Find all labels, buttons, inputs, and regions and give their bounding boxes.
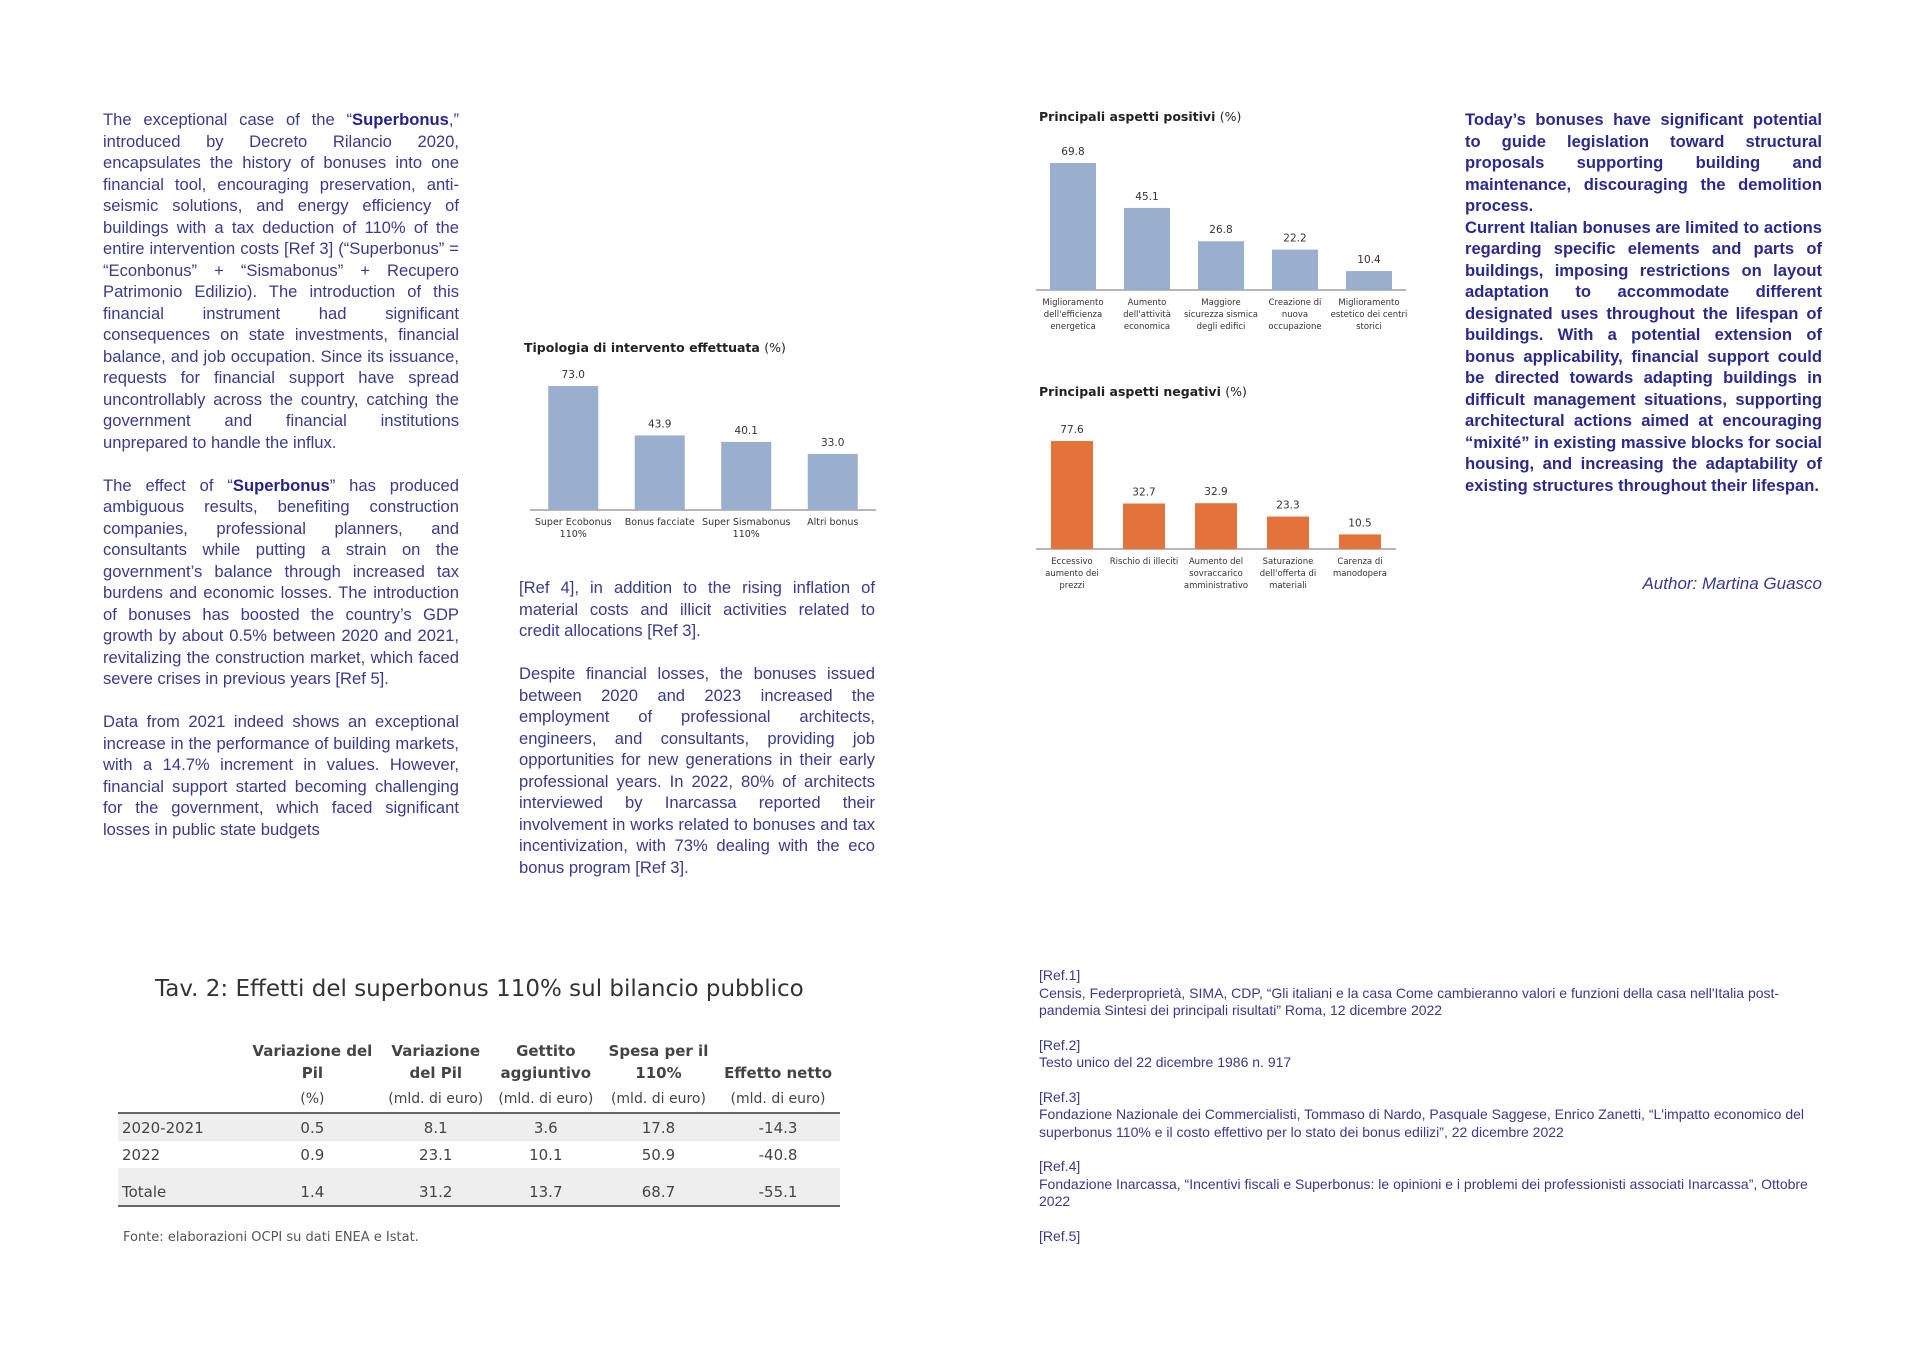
- paragraph: Today’s bonuses have significant potential to guide legislation toward structural proposals supporting building and maintenance, discouraging the demolition process.: [1465, 110, 1822, 215]
- unit-cell: (mld. di euro): [381, 1086, 491, 1113]
- reference-text: Fondazione Inarcassa, “Incentivi fiscali e Superbonus: le opinioni e i problemi dei professionisti associati Inarcassa”, Ottobre 2022: [1039, 1175, 1808, 1209]
- unit-cell: (mld. di euro): [601, 1086, 716, 1113]
- category-label: Miglioramento: [1338, 298, 1400, 308]
- bar-chart-positive-aspects: [1030, 135, 1420, 345]
- bar-chart-intervention-type: [520, 358, 890, 548]
- data-label: 33.0: [821, 436, 845, 449]
- category-label: Aumento: [1127, 298, 1167, 308]
- category-label: nuova: [1281, 310, 1309, 320]
- reference-item: [1039, 1089, 1822, 1142]
- chart-title: Tipologia di intervento effettuata (%): [524, 340, 786, 355]
- text-column-1: [103, 109, 459, 862]
- paragraph: Data from 2021 indeed shows an exceptional increase in the performance of building markets, with a 14.7% increment in values. However, financial support started becoming challenging for the government, which faced significant losses in public state budgets: [103, 712, 459, 839]
- spacer-row: [118, 1168, 840, 1178]
- category-label: Bonus facciate: [624, 517, 695, 528]
- table-title: Tav. 2: Effetti del superbonus 110% sul bilancio pubblico: [155, 976, 804, 1002]
- budget-effects-table: [118, 1038, 840, 1207]
- category-label: materiali: [1269, 581, 1307, 591]
- column-header: Variazione del Pil: [252, 1042, 373, 1082]
- chart-title: Principali aspetti positivi (%): [1039, 109, 1242, 124]
- category-label: estetico dei centri: [1330, 310, 1408, 320]
- category-label: Super Ecobonus: [534, 517, 612, 528]
- references-list: [1039, 967, 1822, 1262]
- column-header: Variazione del Pil: [391, 1042, 481, 1082]
- table-header-row: [118, 1038, 840, 1086]
- table-row: [118, 1113, 840, 1141]
- category-label: Super Sismabonus: [702, 517, 791, 528]
- reference-tag: [Ref.2]: [1039, 1036, 1081, 1053]
- category-label: Aumento del: [1188, 557, 1244, 567]
- chart-title: Principali aspetti negativi (%): [1039, 384, 1247, 399]
- data-label: 10.4: [1357, 254, 1381, 267]
- category-label: manodopera: [1332, 569, 1388, 579]
- table-cell: 1.4: [244, 1178, 381, 1206]
- data-label: 40.1: [734, 424, 758, 437]
- data-label: 32.7: [1132, 486, 1156, 499]
- table-cell: 3.6: [491, 1113, 601, 1141]
- category-label: Rischio di illeciti: [1109, 557, 1179, 567]
- data-label: 10.5: [1348, 517, 1372, 530]
- row-label: Totale: [118, 1178, 244, 1206]
- table-cell: 68.7: [601, 1178, 716, 1206]
- bar: [1123, 503, 1165, 549]
- bar: [1339, 534, 1381, 549]
- unit-cell: (%): [244, 1086, 381, 1113]
- bar: [635, 435, 685, 510]
- category-label: sicurezza sismica: [1184, 310, 1258, 320]
- text-column-4: [1465, 109, 1822, 496]
- bar: [1124, 208, 1170, 290]
- table-cell: -40.8: [758, 1145, 798, 1164]
- reference-tag: [Ref.4]: [1039, 1158, 1081, 1174]
- category-label: Eccessivo: [1051, 557, 1093, 567]
- data-label: 73.0: [561, 369, 585, 381]
- data-label: 45.1: [1135, 190, 1159, 203]
- category-label: Miglioramento: [1042, 298, 1104, 308]
- table-row-total: [118, 1178, 840, 1206]
- paragraph: The effect of “Superbonus” has produced ambiguous results, benefiting construction companies, professional planners, and consultants while putting a strain on the government’s balance through increased tax burdens and economic losses. The introduction of bonuses has boosted the country’s GDP growth by about 0.5% between 2020 and 2021, revitalizing the construction market, which faced severe crises in previous years [Ref 5].: [103, 475, 459, 688]
- data-label: 23.3: [1276, 499, 1300, 512]
- text-column-2: [519, 577, 875, 900]
- bar: [1267, 517, 1309, 549]
- reference-tag: [Ref.3]: [1039, 1088, 1081, 1105]
- category-label: dell'attività: [1123, 310, 1171, 320]
- category-label: prezzi: [1059, 581, 1085, 591]
- author-credit: Author: Martina Guasco: [1642, 574, 1822, 593]
- data-label: 32.9: [1204, 486, 1228, 499]
- category-label: sovraccarico: [1189, 569, 1243, 579]
- category-label: 110%: [732, 529, 760, 540]
- column-header: Effetto netto: [724, 1064, 832, 1082]
- table-cell: 13.7: [491, 1178, 601, 1206]
- reference-text: Censis, Federproprietà, SIMA, CDP, “Gli italiani e la casa Come cambieranno valori e funzioni della casa nell'Italia post-pandemia Sintesi dei principali risultati” Roma, 12 dicembre 2022: [1039, 984, 1780, 1018]
- bar: [1198, 241, 1244, 290]
- table-cell: 31.2: [381, 1178, 491, 1206]
- category-label: aumento dei: [1045, 569, 1099, 579]
- category-label: energetica: [1050, 322, 1096, 332]
- data-label: 69.8: [1061, 146, 1085, 158]
- reference-text: Fondazione Nazionale dei Commercialisti, Tommaso di Nardo, Pasquale Saggese, Enrico Zanetti, “L'impatto economico del superbonus 110% e il costo effettivo per lo stato dei bonus edilizi”, 22 dicembre 2022: [1039, 1106, 1805, 1140]
- category-label: Saturazione: [1262, 557, 1314, 567]
- paragraph: Despite financial losses, the bonuses issued between 2020 and 2023 increased the employment of professional architects, engineers, and consultants, providing job opportunities for new generations in their early professional years. In 2022, 80% of architects interviewed by Inarcassa reported their involvement in works related to bonuses and tax incentivization, with 73% dealing with the eco bonus program [Ref 3].: [519, 664, 875, 877]
- category-label: Maggiore: [1201, 298, 1241, 308]
- bar: [1195, 503, 1237, 549]
- reference-tag: [Ref.1]: [1039, 967, 1081, 983]
- bar: [1272, 250, 1318, 290]
- bar: [548, 386, 598, 510]
- unit-cell: (mld. di euro): [716, 1086, 840, 1113]
- bar: [808, 454, 858, 510]
- table-cell: 0.9: [300, 1145, 325, 1164]
- category-label: occupazione: [1268, 322, 1322, 332]
- category-label: dell'efficienza: [1043, 310, 1103, 320]
- row-label: 2020-2021: [118, 1113, 244, 1141]
- table-cell: -55.1: [716, 1178, 840, 1206]
- category-label: storici: [1356, 322, 1382, 332]
- category-label: economica: [1123, 322, 1171, 332]
- reference-tag: [Ref.5]: [1039, 1227, 1081, 1244]
- bar: [1050, 163, 1096, 290]
- reference-item: [1039, 1037, 1822, 1072]
- category-label: Carenza di: [1337, 557, 1383, 567]
- column-header: Spesa per il 110%: [608, 1042, 709, 1082]
- data-label: 26.8: [1209, 224, 1233, 237]
- table-row: [118, 1141, 840, 1168]
- category-label: amministrativo: [1183, 581, 1249, 591]
- table-cell: 8.1: [381, 1113, 491, 1141]
- paragraph: [Ref 4], in addition to the rising inflation of material costs and illicit activities related to credit allocations [Ref 3].: [519, 578, 875, 640]
- category-label: dell'offerta di: [1259, 569, 1317, 579]
- unit-cell: (mld. di euro): [491, 1086, 601, 1113]
- column-header: Gettito aggiuntivo: [500, 1042, 592, 1082]
- data-label: 77.6: [1060, 424, 1084, 436]
- row-label: 2022: [122, 1145, 161, 1164]
- paragraph: Current Italian bonuses are limited to actions regarding specific elements and parts of buildings, imposing restrictions on layout adaptation to accommodate different designated uses throughout the lifespan of buildings. With a potential extension of bonus applicability, financial support could be directed towards adapting buildings in difficult management situations, supporting architectural actions aimed at encouraging “mixité” in existing massive blocks for social housing, and increasing the adaptability of existing structures throughout their lifespan.: [1465, 217, 1822, 495]
- table-cell: 50.9: [641, 1145, 676, 1164]
- reference-item: [1039, 1158, 1822, 1211]
- category-label: Altri bonus: [807, 517, 859, 528]
- table-cell: 0.5: [244, 1113, 381, 1141]
- data-label: 22.2: [1283, 232, 1307, 245]
- table-cell: 23.1: [419, 1145, 453, 1164]
- bar-chart-negative-aspects: [1030, 408, 1420, 598]
- reference-text: Testo unico del 22 dicembre 1986 n. 917: [1039, 1054, 1292, 1070]
- category-label: degli edifici: [1196, 322, 1246, 332]
- data-label: 43.9: [648, 418, 672, 431]
- bar: [721, 442, 771, 510]
- reference-item: [1039, 967, 1822, 1020]
- category-label: 110%: [559, 529, 587, 540]
- table-cell: 17.8: [601, 1113, 716, 1141]
- bar: [1051, 441, 1093, 549]
- paragraph: The exceptional case of the “Superbonus,” introduced by Decreto Rilancio 2020, encapsulates the history of bonuses into one financial tool, encouraging preservation, anti-seismic solutions, and energy efficiency of buildings with a tax deduction of 110% of the entire intervention costs [Ref 3] (“Superbonus” = “Econbonus” + “Sismabonus” + Recupero Patrimonio Edilizio). The introduction of this financial instrument had significant consequences on state investments, financial balance, and job occupation. Since its issuance, requests for financial support have spread uncontrollably across the country, catching the government and financial institutions unprepared to handle the influx.: [103, 110, 459, 452]
- category-label: Creazione di: [1268, 298, 1322, 308]
- bar: [1346, 271, 1392, 290]
- units-row: [118, 1086, 840, 1113]
- table-cell: 10.1: [529, 1145, 563, 1164]
- reference-item: [1039, 1228, 1822, 1246]
- table-source: Fonte: elaborazioni OCPI su dati ENEA e Istat.: [123, 1230, 419, 1245]
- table-cell: -14.3: [716, 1113, 840, 1141]
